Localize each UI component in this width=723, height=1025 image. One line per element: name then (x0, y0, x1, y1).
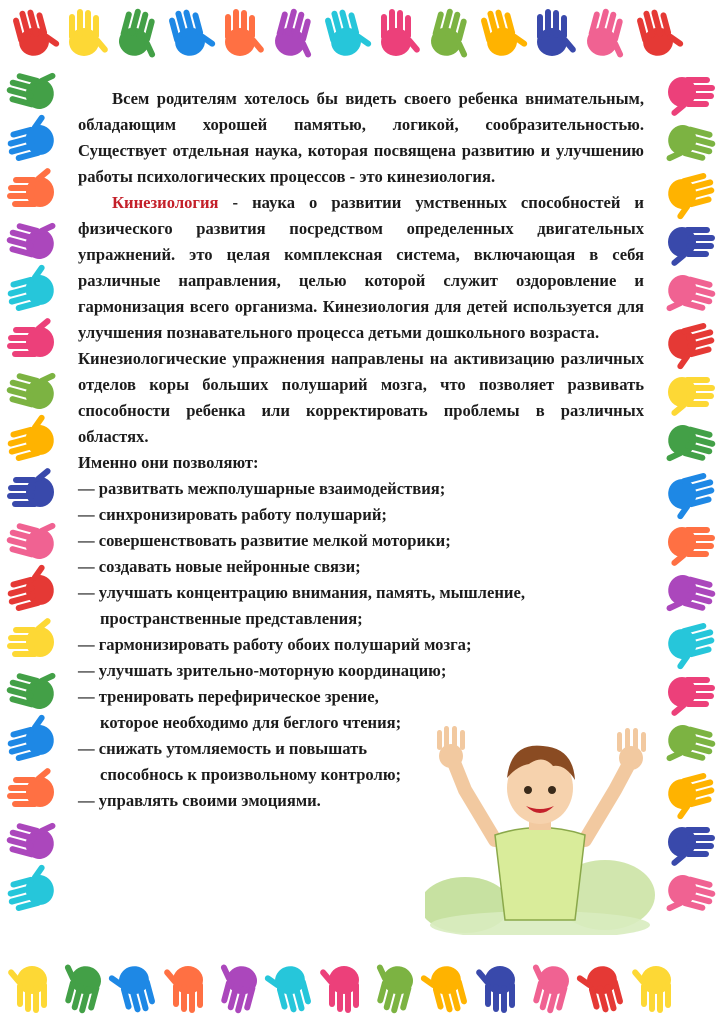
intro-keyword: кинезиология. (386, 167, 496, 186)
list-item: — синхронизировать работу полушарий; (78, 505, 387, 524)
list-item: — тренировать перефирическое зрение, которое необходимо для беглого чтения; (78, 687, 402, 732)
list-item: — управлять своими эмоциями. (78, 791, 321, 810)
article-body (78, 86, 644, 814)
definition-paragraph (78, 190, 644, 346)
list-item: — развитвать межполушарные взаимодействия; (78, 479, 446, 498)
list-item: — улучшать зрительно-моторную координацию; (78, 661, 447, 680)
exercises-paragraph: Кинезиологические упражнения направлены на активизацию различных отделов коры больших полушарий мозга, что позволяет развивать способности ребенка или корректировать проблемы в различных областях. (78, 349, 644, 446)
list-lead: Именно они позволяют: (78, 453, 259, 472)
list-item: — создавать новые нейронные связи; (78, 557, 361, 576)
intro-paragraph (78, 86, 644, 190)
list-item: — улучшать концентрацию внимания, память, мышление, пространственные представления; (78, 583, 525, 628)
hand-print-icon (626, 958, 686, 1018)
intro-text: Всем родителям хотелось бы видеть своего ребенка внимательным, обладающим хорошей памятью, логикой, сообразительностью. Существует отдельная наука, которая посвящена развитию и улучшению работы психологических процессов - это (78, 89, 644, 186)
hand-print-icon (0, 855, 69, 928)
definition-term: Кинезиология (112, 193, 219, 212)
boy-illustration (425, 720, 655, 935)
list-item: — совершенствовать развитие мелкой моторики; (78, 531, 451, 550)
list-item: — гармонизировать работу обоих полушарий мозга; (78, 635, 472, 654)
hand-print-icon (619, 0, 692, 71)
definition-text: - наука о развитии умственных способностей и физического развития посредством определенных двигательных упражнений. это целая комплексная система, включающая в себя различные направления, целью которой служит оздоровление и гармонизация всего организма. Кинезиология для детей используется для улучшения познавательного процесса детьми дошкольного возраста. (78, 193, 644, 342)
list-item: — снижать утомляемость и повышать способнось к произвольному контролю; (78, 739, 402, 784)
